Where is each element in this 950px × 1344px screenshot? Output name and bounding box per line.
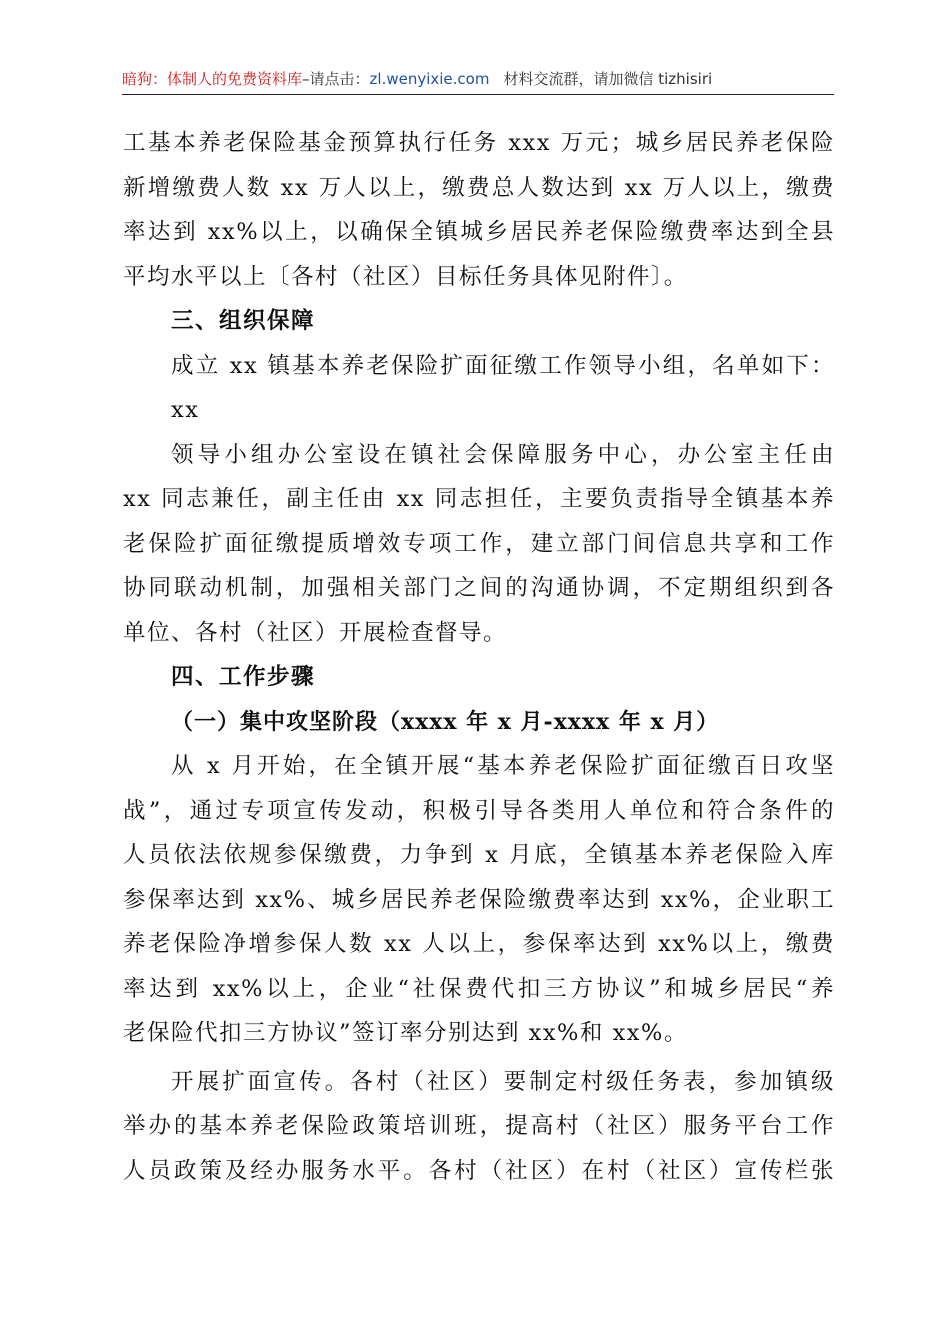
body-line: 人员政策及经办服务水平。各村（社区）在村（社区）宣传栏张 [123,1157,835,1184]
body-line: 战”，通过专项宣传发动，积极引导各类用人单位和符合条件的 [123,797,835,824]
header-cta: –请点击： [302,70,370,88]
section-heading-3: 三、组织保障 [171,308,316,334]
body-line: 新增缴费人数 xx 万人以上，缴费总人数达到 xx 万人以上，缴费 [123,174,835,201]
body-line: 老保险代扣三方协议”签订率分别达到 xx%和 xx%。 [123,1020,688,1046]
body-line: 从 x 月开始，在全镇开展“基本养老保险扩面征缴百日攻坚 [171,753,835,779]
subsection-heading-1: （一）集中攻坚阶段（xxxx 年 x 月-xxxx 年 x 月） [171,708,720,735]
body-line: 成立 xx 镇基本养老保险扩面征缴工作领导小组，名单如下： [171,352,835,379]
body-line: 养老保险净增参保人数 xx 人以上，参保率达到 xx%以上，缴费 [123,931,835,957]
body-line: xx [171,397,200,423]
body-line: 举办的基本养老保险政策培训班，提高村（社区）服务平台工作 [123,1113,835,1139]
body-line: 协同联动机制，加强相关部门之间的沟通协调，不定期组织到各 [123,575,835,601]
body-line: 参保率达到 xx%、城乡居民养老保险缴费率达到 xx%，企业职工 [123,886,835,913]
page-header [122,68,834,95]
body-line: 单位、各村（社区）开展检查督导。 [123,619,508,646]
document-body [123,121,835,1193]
body-line: 工基本养老保险基金预算执行任务 xxx 万元；城乡居民养老保险 [123,130,835,156]
body-line: 率达到 xx%以上，企业“社保费代扣三方协议”和城乡居民“养 [123,975,835,1002]
header-contact: 材料交流群，请加微信 tizhisiri [503,70,713,88]
body-line: 领导小组办公室设在镇社会保障服务中心，办公室主任由 [171,441,835,468]
body-line: 平均水平以上〔各村（社区）目标任务具体见附件〕。 [123,263,688,290]
section-heading-4: 四、工作步骤 [171,664,316,690]
body-line: 老保险扩面征缴提质增效专项工作，建立部门间信息共享和工作 [123,530,835,557]
body-line: xx 同志兼任，副主任由 xx 同志担任，主要负责指导全镇基本养 [123,486,835,512]
header-url-link[interactable]: zl.wenyixie.com [369,70,490,88]
header-brand: 暗狗：体制人的免费资料库 [122,70,303,88]
body-line: 开展扩面宣传。各村（社区）要制定村级任务表，参加镇级 [171,1068,835,1095]
body-line: 率达到 xx%以上，以确保全镇城乡居民养老保险缴费率达到全县 [123,219,835,245]
body-line: 人员依法依规参保缴费，力争到 x 月底，全镇基本养老保险入库 [123,842,835,868]
